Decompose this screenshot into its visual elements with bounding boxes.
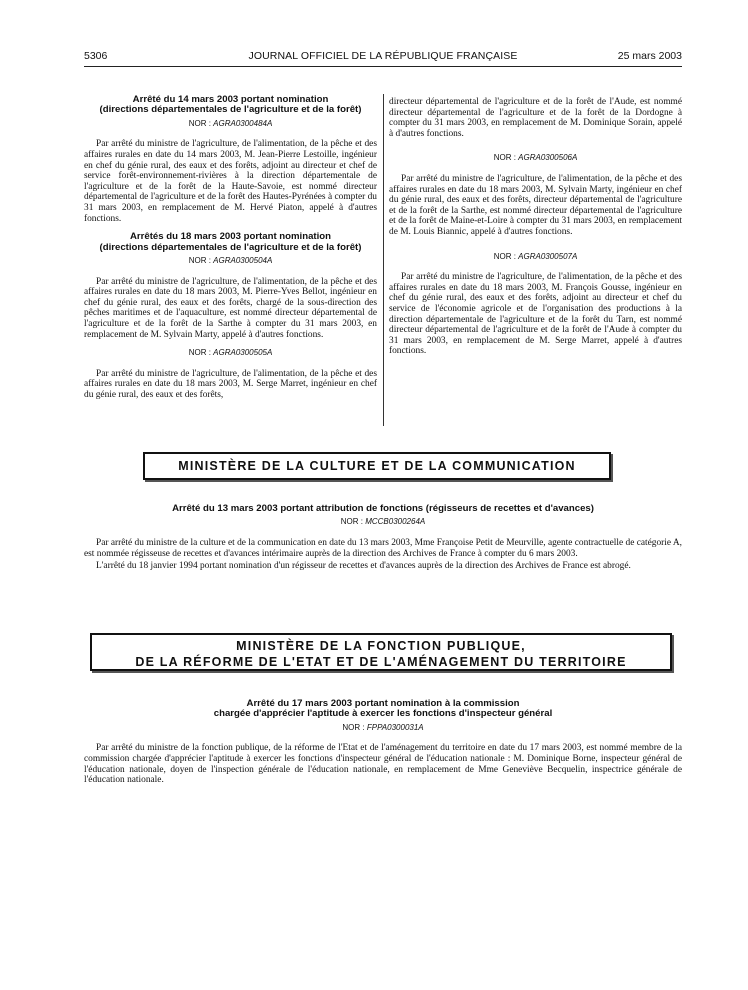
decree-title-line: Arrêtés du 18 mars 2003 portant nomination [130, 231, 331, 243]
nor-label: NOR : [340, 517, 363, 527]
header-rule [84, 66, 682, 67]
ministry-heading-culture: MINISTÈRE DE LA CULTURE ET DE LA COMMUNICATION [143, 452, 611, 480]
decree-text: Par arrêté du ministre de la fonction publique, de la réforme de l'Etat et de l'aménagement du territoire en date du 17 mars 2003, est nommé membre de la commission chargée d'apprécier l'aptitude à exercer les fonctions d'inspecteur général de l'éducation nationale : M. Dominique Borne, inspecteur général de l'éducation nationale, doyen de l'inspection générale de l'éducation nationale, en remplacement de Mme Geneviève Becquelin, inspectrice générale de l'éducation nationale. [84, 743, 682, 786]
nor-reference [84, 723, 682, 734]
nor-code: FPPA0300031A [366, 722, 424, 732]
decree-agra0300506a [389, 153, 682, 237]
nor-code: AGRA0300506A [518, 153, 578, 163]
issue-date: 25 mars 2003 [617, 50, 682, 62]
nor-label: NOR : [188, 348, 211, 358]
left-column [84, 95, 377, 409]
ministry-heading-line: DE LA RÉFORME DE L'ETAT ET DE L'AMÉNAGEMENT DU TERRITOIRE [135, 655, 627, 669]
decree-text: Par arrêté du ministre de la culture et de la communication en date du 13 mars 2003, Mme Françoise Petit de Meurville, agente contractuelle de catégorie A, est nommée régisseuse de recettes et d'avances intérimaire auprès de la direction des Archives de France à compter du 6 mars 2003. [84, 538, 682, 559]
nor-reference [84, 348, 377, 359]
decree-text: Par arrêté du ministre de l'agriculture, de l'alimentation, de la pêche et des affaires rurales en date du 18 mars 2003, M. François Gousse, ingénieur en chef du génie rural, des eaux et des forêts, adjoint au directeur et chef du service de l'économie agricole et de l'organisation des productions à la direction départementale de l'agriculture et de la forêt du Tarn, est nommé directeur départemental de l'agriculture et de la forêt de l'Aude à compter du 31 mars 2003, en remplacement de M. Serge Marret, appelé à d'autres fonctions. [389, 272, 682, 357]
nor-reference [389, 252, 682, 263]
nor-label: NOR : [493, 251, 516, 261]
journal-title: JOURNAL OFFICIEL DE LA RÉPUBLIQUE FRANÇAISE [248, 50, 518, 62]
nor-code: AGRA0300484A [213, 118, 273, 128]
nor-reference [84, 517, 682, 528]
ministry-heading-fonction-publique [90, 633, 672, 671]
ministry-heading-line: MINISTÈRE DE LA FONCTION PUBLIQUE, [236, 639, 526, 653]
right-column [389, 97, 682, 365]
decree-title-line: Arrêté du 14 mars 2003 portant nomination [132, 94, 329, 105]
decree-agra0300484a [84, 95, 377, 224]
decree-text: Par arrêté du ministre de l'agriculture, de l'alimentation, de la pêche et des affaires rurales en date du 18 mars 2003, M. Sylvain Marty, ingénieur en chef du génie rural, des eaux et des forêts, directeur départemental de l'agriculture et de la forêt de la Sarthe, est nommé directeur départemental de l'agriculture et de la forêt de Maine-et-Loire à compter du 31 mars 2003, en remplacement de M. Louis Biannic, appelé à d'autres fonctions. [389, 173, 682, 237]
decree-text: Par arrêté du ministre de l'agriculture, de l'alimentation, de la pêche et des affaires rurales en date du 18 mars 2003, M. Pierre-Yves Bellot, ingénieur en chef du génie rural, des eaux et des forêts, chargé de la sous-direction des pêches maritimes et de l'aquaculture, est nommé directeur départemental de l'agriculture et de la forêt de la Sarthe à compter du 31 mars 2003, en remplacement de M. Sylvain Marty, appelé à d'autres fonctions. [84, 276, 377, 340]
decree-text-continued: directeur départemental de l'agriculture et de la forêt de l'Aude, est nommé directeur départemental de l'agriculture et de la forêt de la Dordogne à compter du 31 mars 2003, en remplacement de M. Dominique Sorain, appelé à d'autres fonctions. [389, 97, 682, 139]
nor-reference [84, 256, 377, 267]
decree-title-line: Arrêté du 17 mars 2003 portant nomination à la commission [246, 698, 520, 709]
nor-label: NOR : [188, 255, 211, 265]
culture-section [84, 504, 682, 580]
decree-title-line: chargée d'apprécier l'aptitude à exercer les fonctions d'inspecteur général [213, 708, 553, 720]
nor-label: NOR : [493, 153, 516, 163]
fonction-publique-section [84, 699, 682, 794]
decree-title-line: (directions départementales de l'agriculture et de la forêt) [99, 104, 362, 116]
nor-label: NOR : [342, 722, 365, 732]
nor-reference [84, 119, 377, 130]
nor-label: NOR : [188, 118, 211, 128]
decree-title: Arrêté du 13 mars 2003 portant attribution de fonctions (régisseurs de recettes et d'avances) [172, 503, 594, 514]
nor-code: AGRA0300507A [518, 251, 578, 261]
decree-text: L'arrêté du 18 janvier 1994 portant nomination d'un régisseur de recettes et d'avances auprès de la direction des Archives de France est abrogé. [96, 561, 631, 572]
decree-agra0300505a [84, 348, 377, 400]
page-number: 5306 [84, 50, 108, 62]
column-divider [383, 94, 384, 426]
decree-title-line: (directions départementales de l'agriculture et de la forêt) [99, 241, 362, 253]
decree-title [84, 95, 377, 116]
nor-code: AGRA0300504A [213, 255, 273, 265]
decree-text: Par arrêté du ministre de l'agriculture, de l'alimentation, de la pêche et des affaires rurales en date du 18 mars 2003, M. Serge Marret, ingénieur en chef du génie rural, des eaux et des forêts, [84, 368, 377, 400]
nor-reference [389, 153, 682, 164]
decree-title [84, 699, 682, 720]
running-header [84, 50, 682, 64]
decree-agra0300507a [389, 252, 682, 357]
decree-title [84, 232, 377, 253]
nor-code: AGRA0300505A [213, 348, 273, 358]
nor-code: MCCB0300264A [365, 517, 426, 527]
decree-text: Par arrêté du ministre de l'agriculture, de l'alimentation, de la pêche et des affaires rurales en date du 14 mars 2003, M. Jean-Pierre Lestoille, ingénieur en chef du génie rural, des eaux et des forêts, adjoint au directeur et chef de service forêt-environnement-rivières à la direction départementale de l'agriculture et de la forêt de la Haute-Savoie, est nommé directeur départemental de l'agriculture et de la forêt des Hautes-Pyrénées à compter du 31 mars 2003, en remplacement de M. Hervé Piaton, appelé à d'autres fonctions. [84, 139, 377, 224]
decree-agra0300504a [84, 232, 377, 340]
